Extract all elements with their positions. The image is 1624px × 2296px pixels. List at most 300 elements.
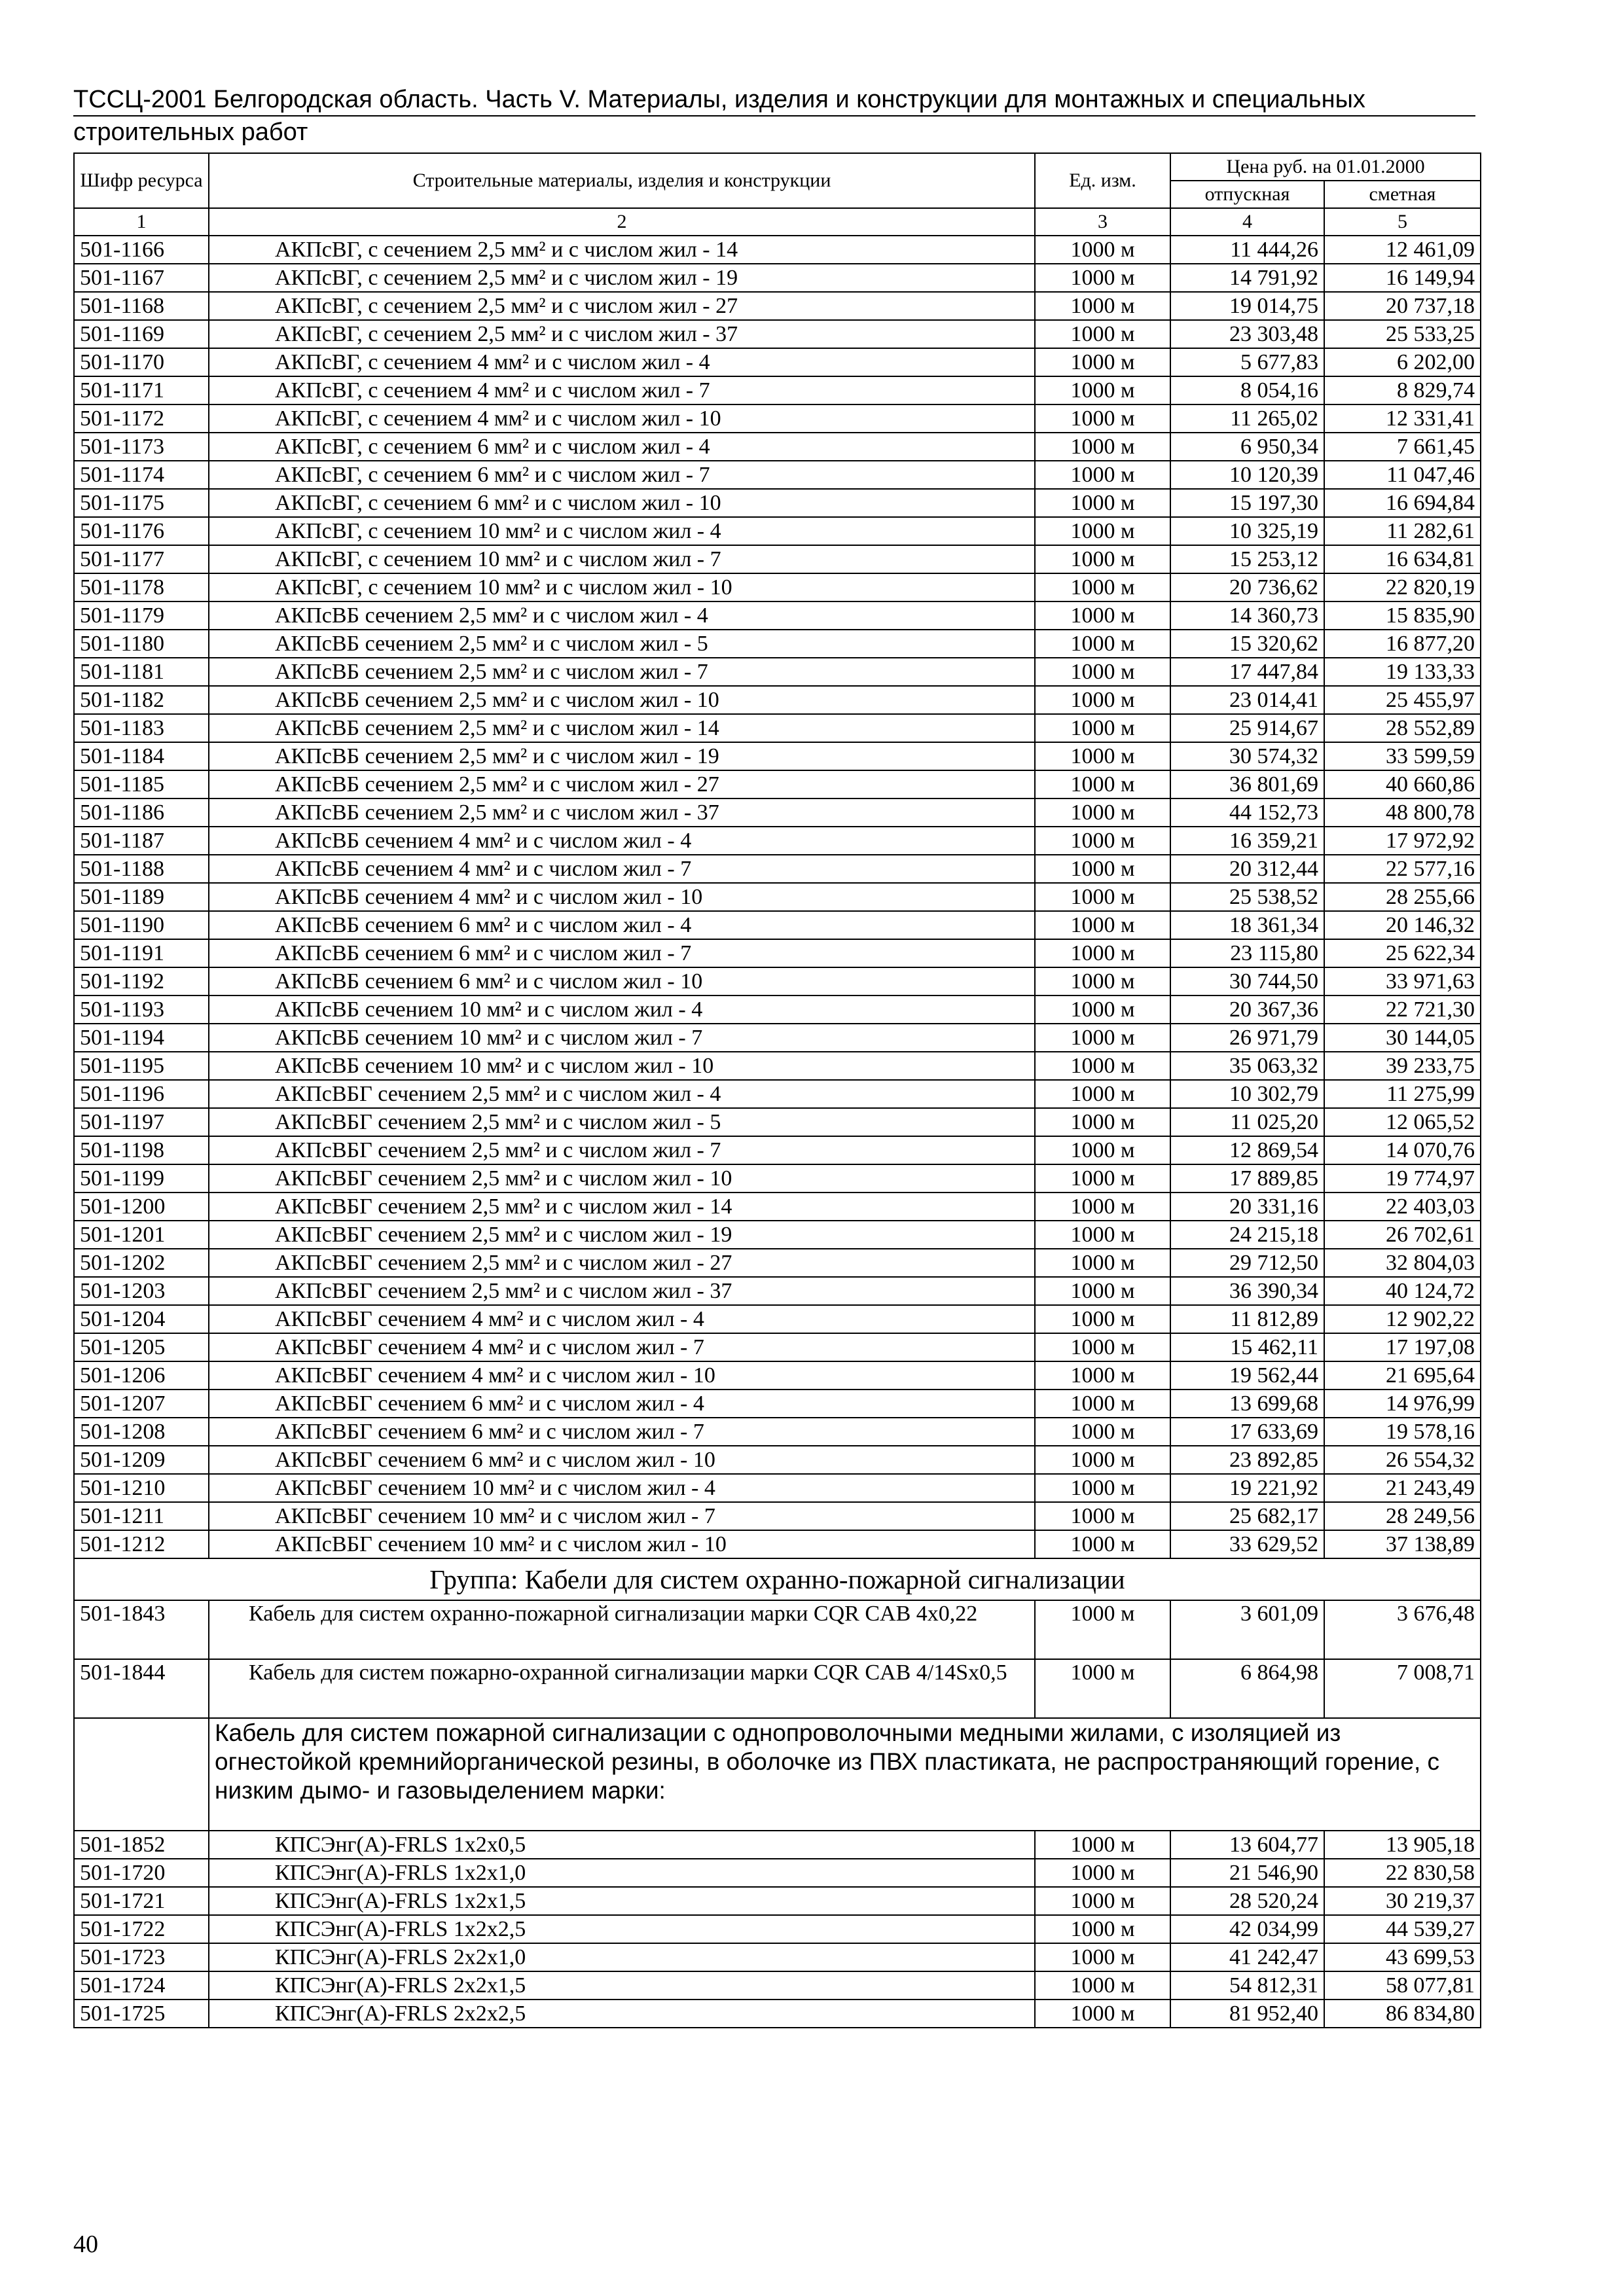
cell-unit: 1000 м <box>1035 630 1170 658</box>
cell-code: 501-1206 <box>74 1361 209 1390</box>
cell-release-price: 44 152,73 <box>1170 798 1324 827</box>
cell-code: 501-1201 <box>74 1221 209 1249</box>
table-row <box>74 996 1481 1024</box>
cell-unit: 1000 м <box>1035 1193 1170 1221</box>
cell-name: АКПсВБГ сечением 2,5 мм² и с числом жил - 5 <box>209 1108 1035 1136</box>
cell-estimate-price: 39 233,75 <box>1324 1052 1481 1080</box>
cell-code: 501-1194 <box>74 1024 209 1052</box>
cell-unit: 1000 м <box>1035 770 1170 798</box>
cell-code: 501-1209 <box>74 1446 209 1474</box>
group-row <box>74 1558 1481 1600</box>
cell-unit: 1000 м <box>1035 1418 1170 1446</box>
table-row <box>74 827 1481 855</box>
cell-estimate-price: 7 661,45 <box>1324 433 1481 461</box>
column-header-name: Строительные материалы, изделия и конструкции <box>209 153 1035 208</box>
cell-release-price: 3 601,09 <box>1170 1600 1324 1659</box>
cell-code: 501-1725 <box>74 2000 209 2028</box>
cell-name: АКПсВБГ сечением 2,5 мм² и с числом жил - 27 <box>209 1249 1035 1277</box>
cell-estimate-price: 19 133,33 <box>1324 658 1481 686</box>
table-row <box>74 1887 1481 1915</box>
cell-unit: 1000 м <box>1035 1052 1170 1080</box>
cell-code: 501-1185 <box>74 770 209 798</box>
cell-unit: 1000 м <box>1035 545 1170 573</box>
cell-estimate-price: 7 008,71 <box>1324 1659 1481 1718</box>
cell-release-price: 33 629,52 <box>1170 1530 1324 1558</box>
description-text: Кабель для систем пожарной сигнализации с однопроволочными медными жилами, с изоляцией из огнестойкой кремнийорганической резины, в оболочке из ПВХ пластиката, не распространяющий горение, с низким дымо- и газовыделением марки: <box>209 1718 1481 1831</box>
table-row <box>74 1361 1481 1390</box>
cell-name: АКПсВГ, с сечением 4 мм² и с числом жил - 4 <box>209 348 1035 376</box>
cell-code: 501-1722 <box>74 1915 209 1943</box>
cell-unit: 1000 м <box>1035 489 1170 517</box>
cell-code: 501-1192 <box>74 967 209 996</box>
table-row <box>74 320 1481 348</box>
cell-release-price: 15 253,12 <box>1170 545 1324 573</box>
cell-unit: 1000 м <box>1035 1530 1170 1558</box>
cell-release-price: 42 034,99 <box>1170 1915 1324 1943</box>
cell-release-price: 11 812,89 <box>1170 1305 1324 1333</box>
cell-unit: 1000 м <box>1035 1108 1170 1136</box>
cell-release-price: 23 303,48 <box>1170 320 1324 348</box>
table-row <box>74 1080 1481 1108</box>
cell-name: АКПсВГ, с сечением 10 мм² и с числом жил - 7 <box>209 545 1035 573</box>
price-table <box>73 152 1481 2028</box>
cell-estimate-price: 30 144,05 <box>1324 1024 1481 1052</box>
cell-estimate-price: 28 249,56 <box>1324 1502 1481 1530</box>
cell-release-price: 12 869,54 <box>1170 1136 1324 1164</box>
table-row <box>74 292 1481 320</box>
table-row <box>74 883 1481 911</box>
cell-code: 501-1199 <box>74 1164 209 1193</box>
cell-code: 501-1720 <box>74 1859 209 1887</box>
cell-estimate-price: 58 077,81 <box>1324 1971 1481 2000</box>
table-row <box>74 742 1481 770</box>
cell-name: АКПсВБГ сечением 4 мм² и с числом жил - 7 <box>209 1333 1035 1361</box>
cell-unit: 1000 м <box>1035 404 1170 433</box>
cell-release-price: 11 025,20 <box>1170 1108 1324 1136</box>
cell-estimate-price: 11 047,46 <box>1324 461 1481 489</box>
cell-code: 501-1205 <box>74 1333 209 1361</box>
header-title-line-1: ТССЦ-2001 Белгородская область. Часть V. Материалы, изделия и конструкции для монтажных и специальных <box>73 85 1475 117</box>
cell-release-price: 5 677,83 <box>1170 348 1324 376</box>
column-header-estimate-price: сметная <box>1324 181 1481 208</box>
cell-unit: 1000 м <box>1035 883 1170 911</box>
cell-estimate-price: 22 820,19 <box>1324 573 1481 601</box>
cell-estimate-price: 22 721,30 <box>1324 996 1481 1024</box>
cell-code: 501-1166 <box>74 236 209 264</box>
table-row <box>74 798 1481 827</box>
cell-estimate-price: 43 699,53 <box>1324 1943 1481 1971</box>
cell-unit: 1000 м <box>1035 1831 1170 1859</box>
cell-unit: 1000 м <box>1035 1859 1170 1887</box>
cell-name: АКПсВБ сечением 6 мм² и с числом жил - 10 <box>209 967 1035 996</box>
cell-code: 501-1207 <box>74 1390 209 1418</box>
table-row <box>74 264 1481 292</box>
table-row <box>74 1136 1481 1164</box>
cell-code: 501-1843 <box>74 1600 209 1659</box>
table-row <box>74 489 1481 517</box>
cell-name: АКПсВБГ сечением 10 мм² и с числом жил - 4 <box>209 1474 1035 1502</box>
cell-release-price: 81 952,40 <box>1170 2000 1324 2028</box>
cell-release-price: 10 302,79 <box>1170 1080 1324 1108</box>
cell-name: АКПсВГ, с сечением 4 мм² и с числом жил - 7 <box>209 376 1035 404</box>
cell-unit: 1000 м <box>1035 1333 1170 1361</box>
cell-code: 501-1178 <box>74 573 209 601</box>
cell-unit: 1000 м <box>1035 939 1170 967</box>
cell-unit: 1000 м <box>1035 1136 1170 1164</box>
cell-estimate-price: 21 243,49 <box>1324 1474 1481 1502</box>
cell-unit: 1000 м <box>1035 742 1170 770</box>
cell-estimate-price: 37 138,89 <box>1324 1530 1481 1558</box>
cell-name: АКПсВБ сечением 2,5 мм² и с числом жил - 5 <box>209 630 1035 658</box>
table-row <box>74 1859 1481 1887</box>
cell-estimate-price: 16 634,81 <box>1324 545 1481 573</box>
cell-code: 501-1190 <box>74 911 209 939</box>
cell-name: АКПсВБГ сечением 2,5 мм² и с числом жил - 19 <box>209 1221 1035 1249</box>
table-row <box>74 1164 1481 1193</box>
cell-code: 501-1181 <box>74 658 209 686</box>
cell-code: 501-1202 <box>74 1249 209 1277</box>
column-number-3: 3 <box>1035 208 1170 236</box>
cell-release-price: 29 712,50 <box>1170 1249 1324 1277</box>
cell-unit: 1000 м <box>1035 911 1170 939</box>
cell-unit: 1000 м <box>1035 348 1170 376</box>
cell-estimate-price: 30 219,37 <box>1324 1887 1481 1915</box>
cell-estimate-price: 22 830,58 <box>1324 1859 1481 1887</box>
cell-release-price: 41 242,47 <box>1170 1943 1324 1971</box>
cell-code: 501-1211 <box>74 1502 209 1530</box>
cell-name: АКПсВБГ сечением 2,5 мм² и с числом жил - 37 <box>209 1277 1035 1305</box>
cell-code: 501-1852 <box>74 1831 209 1859</box>
cell-release-price: 17 447,84 <box>1170 658 1324 686</box>
table-row <box>74 1971 1481 2000</box>
cell-unit: 1000 м <box>1035 1446 1170 1474</box>
table-row <box>74 545 1481 573</box>
cell-estimate-price: 8 829,74 <box>1324 376 1481 404</box>
table-row <box>74 1108 1481 1136</box>
cell-estimate-price: 25 622,34 <box>1324 939 1481 967</box>
cell-name: АКПсВБ сечением 2,5 мм² и с числом жил - 14 <box>209 714 1035 742</box>
cell-estimate-price: 86 834,80 <box>1324 2000 1481 2028</box>
cell-unit: 1000 м <box>1035 1305 1170 1333</box>
table-row <box>74 1943 1481 1971</box>
page-number: 40 <box>73 2231 98 2258</box>
cell-code: 501-1168 <box>74 292 209 320</box>
cell-unit: 1000 м <box>1035 1943 1170 1971</box>
cell-code: 501-1208 <box>74 1418 209 1446</box>
cell-release-price: 28 520,24 <box>1170 1887 1324 1915</box>
cell-release-price: 17 633,69 <box>1170 1418 1324 1446</box>
cell-code: 501-1186 <box>74 798 209 827</box>
cell-unit: 1000 м <box>1035 1249 1170 1277</box>
cell-estimate-price: 19 578,16 <box>1324 1418 1481 1446</box>
cell-estimate-price: 12 331,41 <box>1324 404 1481 433</box>
cell-unit: 1000 м <box>1035 1080 1170 1108</box>
cell-estimate-price: 16 694,84 <box>1324 489 1481 517</box>
cell-unit: 1000 м <box>1035 798 1170 827</box>
cell-name: АКПсВБГ сечением 10 мм² и с числом жил - 7 <box>209 1502 1035 1530</box>
column-header-price-group: Цена руб. на 01.01.2000 <box>1170 153 1481 181</box>
cell-code: 501-1195 <box>74 1052 209 1080</box>
cell-name: АКПсВГ, с сечением 2,5 мм² и с числом жил - 14 <box>209 236 1035 264</box>
cell-name: АКПсВБГ сечением 2,5 мм² и с числом жил - 10 <box>209 1164 1035 1193</box>
cell-release-price: 25 682,17 <box>1170 1502 1324 1530</box>
column-number-5: 5 <box>1324 208 1481 236</box>
table-row <box>74 1305 1481 1333</box>
cell-unit: 1000 м <box>1035 1221 1170 1249</box>
cell-estimate-price: 17 972,92 <box>1324 827 1481 855</box>
cell-name: КПСЭнг(А)-FRLS 1x2x1,0 <box>209 1859 1035 1887</box>
cell-code: 501-1844 <box>74 1659 209 1718</box>
cell-release-price: 23 892,85 <box>1170 1446 1324 1474</box>
cell-name: АКПсВБ сечением 2,5 мм² и с числом жил - 27 <box>209 770 1035 798</box>
cell-name: АКПсВБ сечением 4 мм² и с числом жил - 7 <box>209 855 1035 883</box>
cell-estimate-price: 15 835,90 <box>1324 601 1481 630</box>
table-header <box>74 153 1481 236</box>
cell-release-price: 25 914,67 <box>1170 714 1324 742</box>
table-body-cqr <box>74 1600 1481 1718</box>
cell-estimate-price: 17 197,08 <box>1324 1333 1481 1361</box>
cell-name: КПСЭнг(А)-FRLS 2x2x2,5 <box>209 2000 1035 2028</box>
column-number-2: 2 <box>209 208 1035 236</box>
cell-estimate-price: 16 877,20 <box>1324 630 1481 658</box>
cell-release-price: 30 744,50 <box>1170 967 1324 996</box>
cell-unit: 1000 м <box>1035 714 1170 742</box>
table-row <box>74 1221 1481 1249</box>
cell-code: 501-1176 <box>74 517 209 545</box>
cell-name: КПСЭнг(А)-FRLS 1x2x1,5 <box>209 1887 1035 1915</box>
cell-code: 501-1187 <box>74 827 209 855</box>
cell-code: 501-1179 <box>74 601 209 630</box>
cell-code: 501-1191 <box>74 939 209 967</box>
cell-name: АКПсВБГ сечением 6 мм² и с числом жил - 4 <box>209 1390 1035 1418</box>
cell-code: 501-1180 <box>74 630 209 658</box>
cell-name: АКПсВБГ сечением 2,5 мм² и с числом жил - 4 <box>209 1080 1035 1108</box>
cell-estimate-price: 28 552,89 <box>1324 714 1481 742</box>
cell-name: АКПсВБ сечением 10 мм² и с числом жил - 7 <box>209 1024 1035 1052</box>
cell-estimate-price: 22 577,16 <box>1324 855 1481 883</box>
table-row <box>74 967 1481 996</box>
cell-release-price: 14 360,73 <box>1170 601 1324 630</box>
cell-estimate-price: 25 455,97 <box>1324 686 1481 714</box>
cell-code: 501-1189 <box>74 883 209 911</box>
cell-estimate-price: 12 065,52 <box>1324 1108 1481 1136</box>
table-row <box>74 1052 1481 1080</box>
table-row <box>74 1659 1481 1718</box>
cell-estimate-price: 40 660,86 <box>1324 770 1481 798</box>
table-row <box>74 770 1481 798</box>
cell-release-price: 20 367,36 <box>1170 996 1324 1024</box>
cell-name: АКПсВБГ сечением 4 мм² и с числом жил - 10 <box>209 1361 1035 1390</box>
cell-unit: 1000 м <box>1035 827 1170 855</box>
cell-name: АКПсВБГ сечением 2,5 мм² и с числом жил - 14 <box>209 1193 1035 1221</box>
column-header-release-price: отпускная <box>1170 181 1324 208</box>
cell-estimate-price: 13 905,18 <box>1324 1831 1481 1859</box>
cell-unit: 1000 м <box>1035 1915 1170 1943</box>
cell-code: 501-1210 <box>74 1474 209 1502</box>
cell-code: 501-1198 <box>74 1136 209 1164</box>
cell-name: КПСЭнг(А)-FRLS 2x2x1,0 <box>209 1943 1035 1971</box>
cell-code: 501-1184 <box>74 742 209 770</box>
table-row <box>74 911 1481 939</box>
cell-release-price: 23 115,80 <box>1170 939 1324 967</box>
column-number-4: 4 <box>1170 208 1324 236</box>
table-row <box>74 376 1481 404</box>
cell-unit: 1000 м <box>1035 1600 1170 1659</box>
table-row <box>74 1193 1481 1221</box>
cell-code: 501-1723 <box>74 1943 209 1971</box>
cell-release-price: 6 950,34 <box>1170 433 1324 461</box>
cell-release-price: 10 120,39 <box>1170 461 1324 489</box>
cell-estimate-price: 48 800,78 <box>1324 798 1481 827</box>
cell-unit: 1000 м <box>1035 376 1170 404</box>
cell-name: АКПсВГ, с сечением 4 мм² и с числом жил - 10 <box>209 404 1035 433</box>
cell-name: КПСЭнг(А)-FRLS 2x2x1,5 <box>209 1971 1035 2000</box>
table-body-description <box>74 1718 1481 1831</box>
cell-name: АКПсВБ сечением 6 мм² и с числом жил - 4 <box>209 911 1035 939</box>
cell-code: 501-1212 <box>74 1530 209 1558</box>
cell-unit: 1000 м <box>1035 1971 1170 2000</box>
cell-unit: 1000 м <box>1035 1390 1170 1418</box>
cell-release-price: 24 215,18 <box>1170 1221 1324 1249</box>
cell-estimate-price: 32 804,03 <box>1324 1249 1481 1277</box>
cell-release-price: 26 971,79 <box>1170 1024 1324 1052</box>
cell-code: 501-1188 <box>74 855 209 883</box>
cell-name: АКПсВГ, с сечением 10 мм² и с числом жил - 4 <box>209 517 1035 545</box>
table-row <box>74 855 1481 883</box>
cell-unit: 1000 м <box>1035 601 1170 630</box>
cell-estimate-price: 6 202,00 <box>1324 348 1481 376</box>
cell-unit: 1000 м <box>1035 320 1170 348</box>
cell-unit: 1000 м <box>1035 1887 1170 1915</box>
cell-code: 501-1204 <box>74 1305 209 1333</box>
cell-release-price: 15 320,62 <box>1170 630 1324 658</box>
cell-unit: 1000 м <box>1035 517 1170 545</box>
cell-release-price: 19 014,75 <box>1170 292 1324 320</box>
cell-estimate-price: 26 702,61 <box>1324 1221 1481 1249</box>
table-row <box>74 686 1481 714</box>
table-row <box>74 1600 1481 1659</box>
column-header-unit: Ед. изм. <box>1035 153 1170 208</box>
cell-code: 501-1169 <box>74 320 209 348</box>
cell-unit: 1000 м <box>1035 658 1170 686</box>
cell-estimate-price: 33 971,63 <box>1324 967 1481 996</box>
table-row <box>74 1277 1481 1305</box>
cell-unit: 1000 м <box>1035 1164 1170 1193</box>
description-row <box>74 1718 1481 1831</box>
cell-unit: 1000 м <box>1035 686 1170 714</box>
table-row <box>74 517 1481 545</box>
cell-estimate-price: 33 599,59 <box>1324 742 1481 770</box>
cell-unit: 1000 м <box>1035 461 1170 489</box>
cell-estimate-price: 21 695,64 <box>1324 1361 1481 1390</box>
cell-release-price: 36 801,69 <box>1170 770 1324 798</box>
cell-estimate-price: 11 282,61 <box>1324 517 1481 545</box>
table-row <box>74 1530 1481 1558</box>
cell-release-price: 23 014,41 <box>1170 686 1324 714</box>
cell-unit: 1000 м <box>1035 1474 1170 1502</box>
cell-unit: 1000 м <box>1035 1361 1170 1390</box>
description-empty-cell <box>74 1718 209 1831</box>
cell-release-price: 11 265,02 <box>1170 404 1324 433</box>
cell-release-price: 20 312,44 <box>1170 855 1324 883</box>
cell-estimate-price: 22 403,03 <box>1324 1193 1481 1221</box>
table-row <box>74 433 1481 461</box>
cell-unit: 1000 м <box>1035 1277 1170 1305</box>
cell-release-price: 19 562,44 <box>1170 1361 1324 1390</box>
cell-name: АКПсВБ сечением 4 мм² и с числом жил - 10 <box>209 883 1035 911</box>
cell-release-price: 20 736,62 <box>1170 573 1324 601</box>
table-row <box>74 2000 1481 2028</box>
cell-unit: 1000 м <box>1035 855 1170 883</box>
cell-code: 501-1203 <box>74 1277 209 1305</box>
cell-name: Кабель для систем охранно-пожарной сигнализации марки CQR CAB 4x0,22 <box>209 1600 1035 1659</box>
cell-name: АКПсВБГ сечением 10 мм² и с числом жил - 10 <box>209 1530 1035 1558</box>
cell-estimate-price: 20 146,32 <box>1324 911 1481 939</box>
cell-name: АКПсВГ, с сечением 6 мм² и с числом жил - 7 <box>209 461 1035 489</box>
cell-code: 501-1724 <box>74 1971 209 2000</box>
cell-code: 501-1170 <box>74 348 209 376</box>
table-row <box>74 1249 1481 1277</box>
cell-unit: 1000 м <box>1035 573 1170 601</box>
table-row <box>74 348 1481 376</box>
cell-code: 501-1175 <box>74 489 209 517</box>
cell-name: АКПсВБГ сечением 4 мм² и с числом жил - 4 <box>209 1305 1035 1333</box>
cell-release-price: 13 699,68 <box>1170 1390 1324 1418</box>
cell-name: АКПсВБ сечением 2,5 мм² и с числом жил - 10 <box>209 686 1035 714</box>
cell-release-price: 19 221,92 <box>1170 1474 1324 1502</box>
cell-name: АКПсВГ, с сечением 6 мм² и с числом жил - 10 <box>209 489 1035 517</box>
table-body-group <box>74 1558 1481 1600</box>
table-row <box>74 630 1481 658</box>
cell-release-price: 13 604,77 <box>1170 1831 1324 1859</box>
cell-code: 501-1174 <box>74 461 209 489</box>
cell-estimate-price: 3 676,48 <box>1324 1600 1481 1659</box>
cell-name: АКПсВБ сечением 2,5 мм² и с числом жил - 37 <box>209 798 1035 827</box>
table-row <box>74 658 1481 686</box>
table-row <box>74 1333 1481 1361</box>
table-row <box>74 461 1481 489</box>
cell-code: 501-1172 <box>74 404 209 433</box>
cell-unit: 1000 м <box>1035 1659 1170 1718</box>
cell-code: 501-1167 <box>74 264 209 292</box>
cell-estimate-price: 19 774,97 <box>1324 1164 1481 1193</box>
cell-code: 501-1196 <box>74 1080 209 1108</box>
cell-code: 501-1721 <box>74 1887 209 1915</box>
cell-code: 501-1183 <box>74 714 209 742</box>
cell-code: 501-1197 <box>74 1108 209 1136</box>
cell-estimate-price: 12 902,22 <box>1324 1305 1481 1333</box>
cell-release-price: 30 574,32 <box>1170 742 1324 770</box>
cell-unit: 1000 м <box>1035 967 1170 996</box>
page-header <box>73 85 1475 147</box>
cell-estimate-price: 40 124,72 <box>1324 1277 1481 1305</box>
cell-name: КПСЭнг(А)-FRLS 1x2x0,5 <box>209 1831 1035 1859</box>
column-header-code: Шифр ресурса <box>74 153 209 208</box>
column-number-1: 1 <box>74 208 209 236</box>
cell-release-price: 18 361,34 <box>1170 911 1324 939</box>
cell-release-price: 14 791,92 <box>1170 264 1324 292</box>
cell-name: АКПсВБ сечением 4 мм² и с числом жил - 4 <box>209 827 1035 855</box>
table-row <box>74 1915 1481 1943</box>
cell-name: АКПсВБГ сечением 6 мм² и с числом жил - 7 <box>209 1418 1035 1446</box>
table-row <box>74 573 1481 601</box>
table-row <box>74 236 1481 264</box>
cell-estimate-price: 20 737,18 <box>1324 292 1481 320</box>
cell-unit: 1000 м <box>1035 1502 1170 1530</box>
cell-name: АКПсВБ сечением 10 мм² и с числом жил - 4 <box>209 996 1035 1024</box>
table-row <box>74 714 1481 742</box>
table-row <box>74 404 1481 433</box>
